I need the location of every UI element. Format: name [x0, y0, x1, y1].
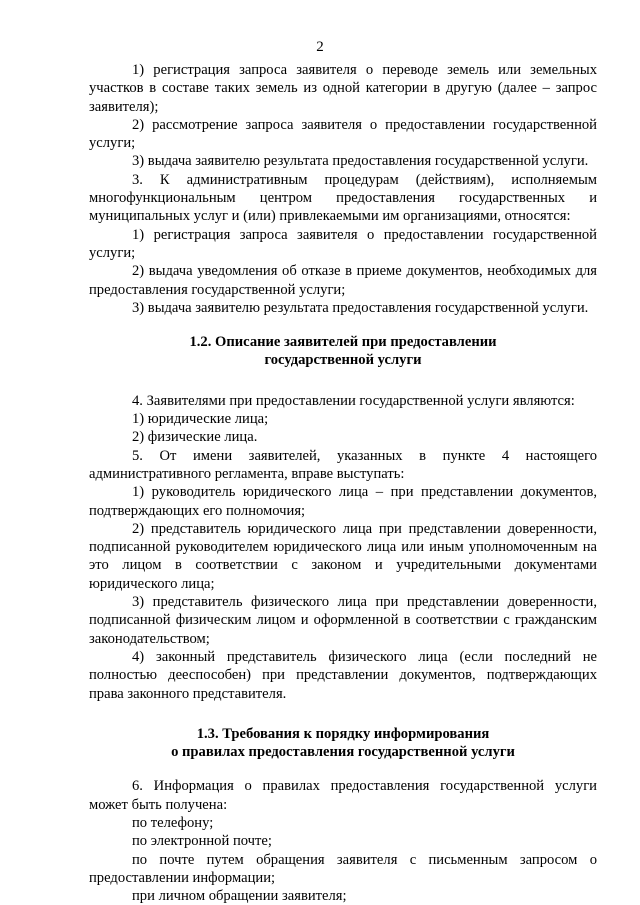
paragraph: 2) физические лица. [132, 429, 258, 446]
paragraph: 1) регистрация запроса заявителя о предоставлении государственной услуги; [89, 226, 597, 261]
paragraph: 2) выдача уведомления об отказе в приеме документов, необходимых для предоставления государственной услуги; [89, 263, 597, 298]
paragraph: 3) представитель физического лица при представлении доверенности, подписанной физическим лицом и оформленной в соответствии с гражданским законодательством; [89, 594, 597, 647]
paragraph: 4. Заявителями при предоставлении государственной услуги являются: [132, 392, 575, 409]
paragraph: 1) регистрация запроса заявителя о переводе земель или земельных участков в составе таких земель из одной категории в другую (далее – запрос заявителя); [89, 62, 597, 115]
page-number: 2 [316, 39, 324, 55]
paragraph: 1) юридические лица; [132, 411, 269, 428]
paragraph: 4) законный представитель физического лица (если последний не полностью дееспособен) при представлении документов, подтверждающих права законного представителя. [89, 648, 597, 702]
paragraph: по почте путем обращения заявителя с письменным запросом о предоставлении информации; [89, 851, 597, 886]
section-heading-1-2-line1: 1.2. Описание заявителей при предоставлении [189, 334, 497, 351]
paragraph: 1) руководитель юридического лица – при представлении документов, подтверждающих его полномочия; [89, 484, 597, 519]
section-heading-1-3-line1: 1.3. Требования к порядку информирования [196, 725, 490, 742]
paragraph: по электронной почте; [132, 833, 272, 850]
section-heading-1-2-line2: государственной услуги [264, 352, 422, 369]
paragraph: 3) выдача заявителю результата предоставления государственной услуги. [132, 153, 589, 170]
paragraph: 2) рассмотрение запроса заявителя о предоставлении государственной услуги; [89, 116, 597, 152]
paragraph: при личном обращении заявителя; [132, 888, 347, 905]
paragraph: по телефону; [132, 814, 214, 831]
paragraph: 2) представитель юридического лица при представлении доверенности, подписанной руководителем юридического лица или иным уполномоченным на это лицом в соответствии с законом и учредительными документами юридического лица; [89, 520, 597, 592]
paragraph: 5. От имени заявителей, указанных в пункте 4 настоящего административного регламента, вправе выступать: [89, 447, 597, 482]
paragraph: 3. К административным процедурам (действиям), исполняемым многофункциональным центром предоставления государственных и муниципальных услуг и (или) привлекаемыми им организациями, относятся: [89, 171, 597, 225]
section-heading-1-3-line2: о правилах предоставления государственной услуги [171, 744, 515, 761]
document-body [89, 61, 597, 905]
paragraph: 3) выдача заявителю результата предоставления государственной услуги. [132, 299, 589, 316]
paragraph: 6. Информация о правилах предоставления государственной услуги может быть получена: [89, 778, 597, 813]
